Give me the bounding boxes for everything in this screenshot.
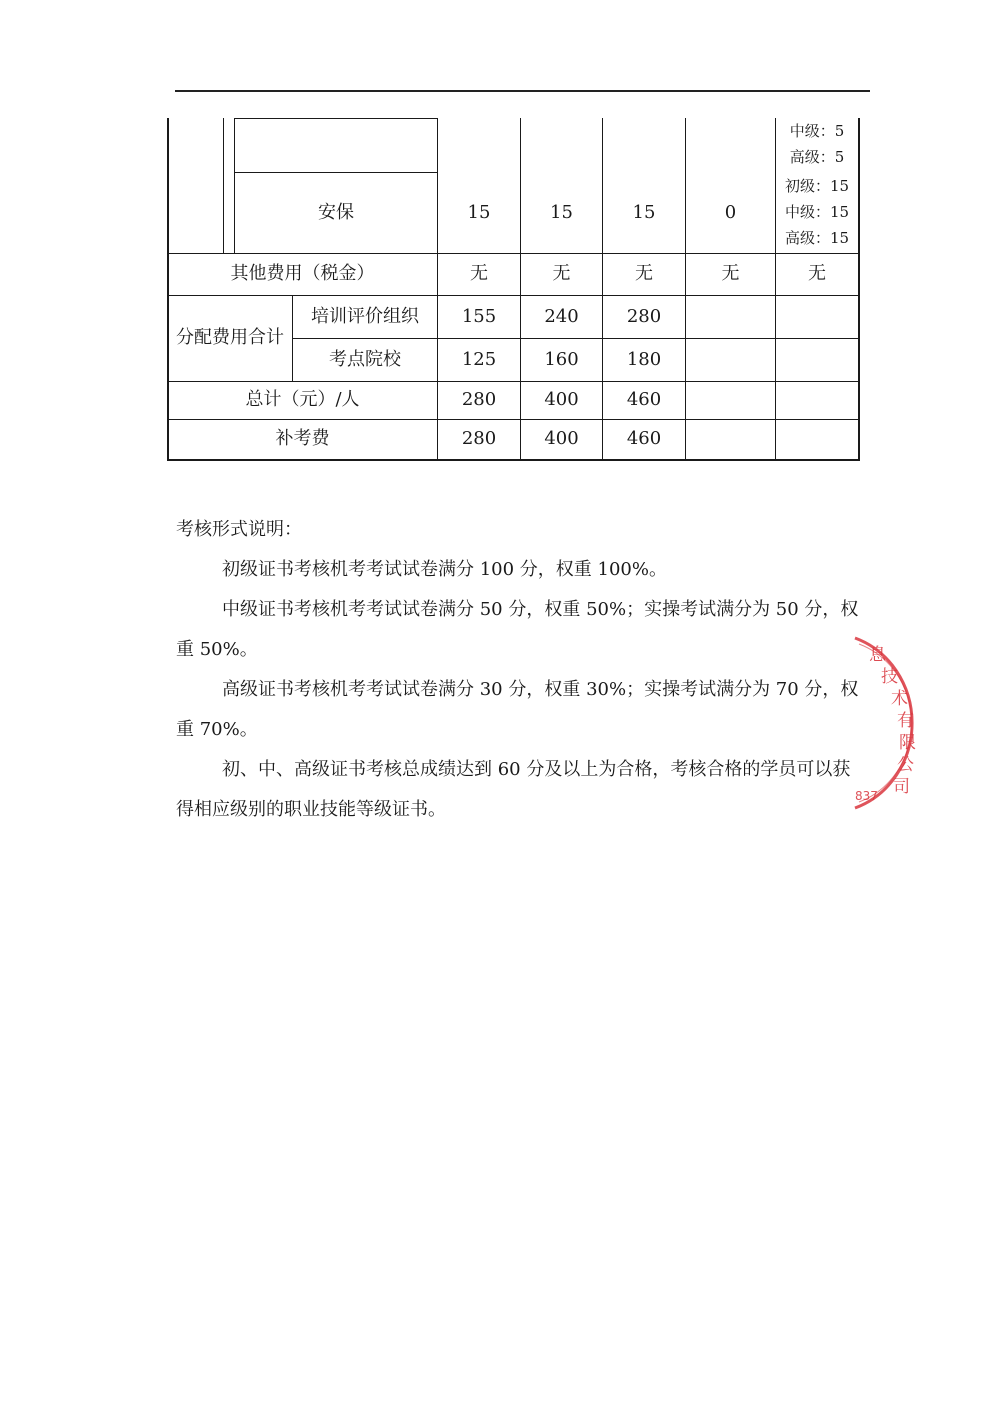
retake-value	[686, 420, 775, 459]
rule	[234, 118, 438, 119]
total-value: 280	[461, 389, 497, 411]
notes-paragraph: 初级证书考核机考考试试卷满分 100 分，权重 100%。	[222, 559, 667, 580]
fee-table	[167, 118, 860, 461]
allocation-row-label: 培训评价组织	[311, 305, 419, 327]
seal-text: 息技术有限公司	[869, 645, 916, 797]
security-value: 0	[724, 201, 737, 223]
other-fees-value: 无	[808, 263, 826, 285]
assessment-notes	[176, 510, 866, 830]
total-value	[776, 382, 858, 419]
retake-value: 460	[626, 428, 662, 450]
security-label: 安保	[318, 201, 354, 223]
notes-heading: 考核形式说明：	[176, 519, 302, 540]
security-value: 15	[550, 201, 573, 223]
allocation-value	[686, 339, 775, 381]
other-fees-value: 无	[721, 263, 740, 285]
allocation-value: 125	[461, 348, 497, 370]
notes-paragraph: 初、中、高级证书考核总成绩达到 60 分及以上为合格，考核合格的学员可以获得相应级别的职业技能等级证书。	[176, 759, 851, 820]
total-value: 460	[626, 389, 662, 411]
level-line: 高级：15	[784, 229, 850, 247]
header-rule	[175, 90, 870, 92]
security-value: 15	[467, 201, 491, 223]
allocation-row-label: 考点院校	[329, 348, 401, 370]
allocation-value: 180	[626, 348, 662, 370]
retake-value: 280	[461, 428, 497, 450]
rule	[223, 118, 224, 253]
level-list	[776, 173, 858, 251]
security-value: 15	[632, 201, 656, 223]
allocation-value	[776, 296, 858, 338]
rule	[167, 459, 860, 461]
level-list	[776, 118, 858, 170]
other-fees-value: 无	[635, 263, 653, 285]
level-line: 中级：15	[784, 203, 850, 221]
other-fees-label: 其他费用（税金）	[230, 263, 375, 285]
total-value: 400	[544, 389, 579, 411]
other-fees-value: 无	[470, 263, 488, 285]
allocation-group-label: 分配费用合计	[176, 327, 284, 349]
allocation-value: 240	[544, 305, 579, 327]
total-label: 总计（元）/人	[245, 389, 360, 411]
total-value	[686, 382, 775, 419]
company-seal	[835, 628, 935, 818]
retake-value: 400	[544, 428, 579, 450]
allocation-value: 280	[626, 305, 662, 327]
notes-paragraph: 中级证书考核机考考试试卷满分 50 分，权重 50%；实操考试满分为 50 分，权重 50%。	[176, 599, 859, 660]
allocation-value	[686, 296, 775, 338]
level-line: 高级：5	[789, 148, 845, 166]
retake-label: 补考费	[275, 428, 330, 450]
level-line: 中级：5	[789, 122, 845, 140]
allocation-value	[776, 339, 858, 381]
other-fees-value: 无	[552, 263, 571, 285]
allocation-value: 160	[544, 348, 579, 370]
retake-value	[776, 420, 858, 459]
seal-number: 837	[855, 789, 878, 803]
rule	[858, 118, 860, 461]
level-line: 初级：15	[784, 177, 850, 195]
notes-paragraph: 高级证书考核机考考试试卷满分 30 分，权重 30%；实操考试满分为 70 分，权重 70%。	[176, 679, 859, 740]
allocation-value: 155	[461, 305, 497, 327]
